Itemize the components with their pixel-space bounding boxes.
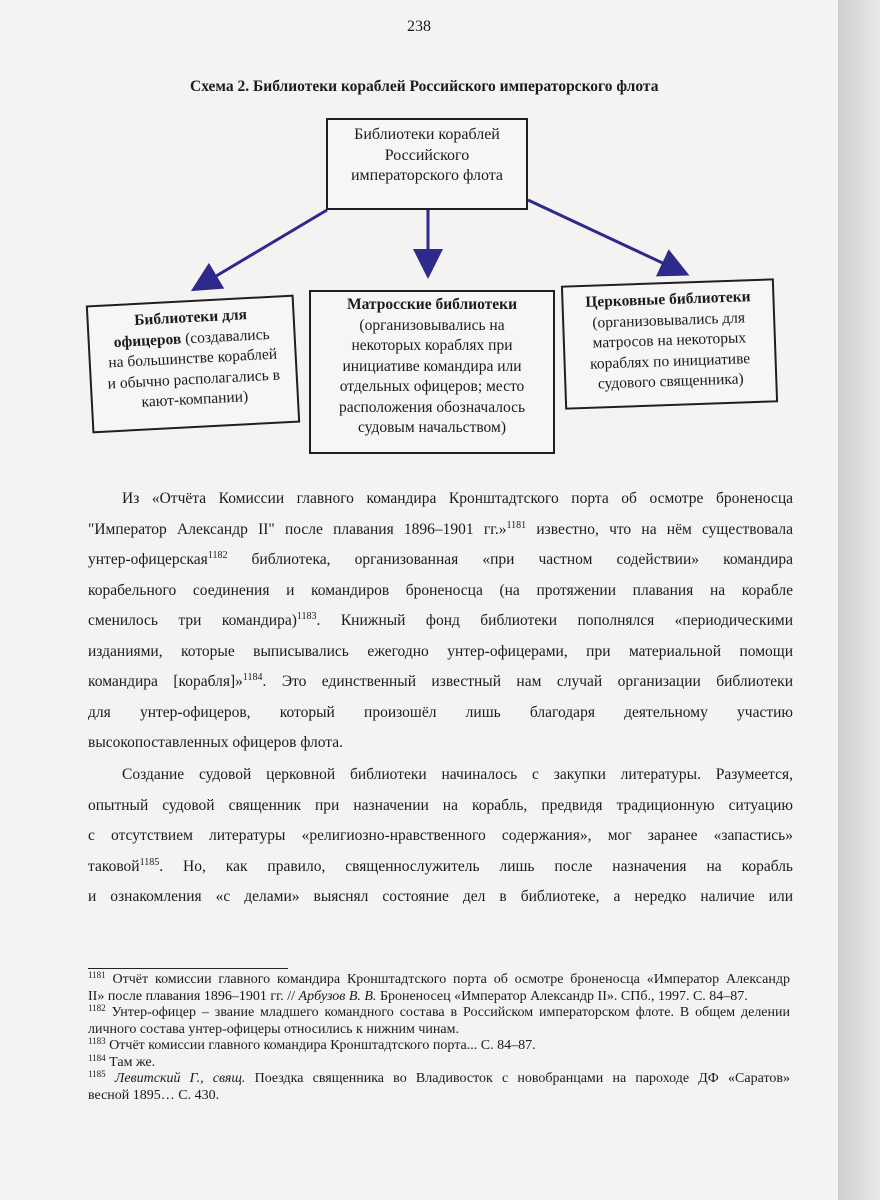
arrow-to-church bbox=[528, 200, 684, 273]
node-line: кают-компании) bbox=[141, 388, 249, 411]
footnote-ref[interactable]: 1182 bbox=[207, 550, 228, 561]
node-line: судовым начальством) bbox=[358, 419, 506, 436]
paragraph-church-library bbox=[88, 760, 793, 913]
node-sailors-libraries bbox=[309, 290, 555, 454]
node-line: и обычно располагались в bbox=[107, 365, 281, 392]
text-line: Создание судовой церковной библиотеки начиналось с закупки литературы. Разумеется, bbox=[122, 766, 793, 783]
node-line: расположения обозначалось bbox=[338, 398, 526, 416]
footnote-line: $^{1181}$ Отчёт комиссии главного командира Кронштадтского порта об осмотре броненосца «Император Александр bbox=[88, 970, 790, 987]
node-church-libraries bbox=[561, 278, 778, 409]
node-heading: Матросские библиотеки bbox=[346, 296, 518, 313]
node-heading: Церковные библиотеки bbox=[584, 288, 751, 311]
arrow-to-officers bbox=[196, 210, 327, 288]
footnote-ref[interactable]: 1183 bbox=[296, 611, 317, 622]
text-line: таковой$^{1185}$. Но, как правило, священнослужитель лишь после назначения на корабль bbox=[88, 856, 793, 875]
footnote-line: $^{1182}$ Унтер-офицер – звание младшего командного состава в Российском императорском флоте. В общем делении bbox=[88, 1003, 790, 1020]
text-line: "Император Александр II" после плавания 1896–1901 гг.»$^{1181}$ известно, что на нём существовала bbox=[88, 519, 793, 538]
node-line: (создавались bbox=[180, 325, 270, 348]
node-line: (организовывались для bbox=[592, 308, 746, 332]
node-line: (организовывались на bbox=[359, 316, 505, 334]
node-line: судового священника) bbox=[597, 370, 744, 393]
page-edge bbox=[838, 0, 880, 1200]
footnote-line: II» после плавания 1896–1901 гг. // Арбузов В. В. Броненосец «Император Александр II». СПб., 1997. С. 84–87. bbox=[88, 988, 748, 1004]
text-line: командира [корабля]»$^{1184}$. Это единственный известный нам случай организации библиотеки bbox=[88, 672, 793, 690]
node-line: Библиотеки кораблей bbox=[354, 126, 500, 143]
text-line: Из «Отчёта Комиссии главного командира Кронштадтского порта об осмотре броненосца bbox=[122, 490, 793, 507]
node-line: отдельных офицеров; место bbox=[339, 378, 525, 395]
footnote-ref[interactable]: 1184 bbox=[242, 672, 263, 683]
text-line: корабельного соединения и командиров броненосца (на протяжении плавания на корабле bbox=[88, 581, 793, 599]
footnote-line: весной 1895… С. 430. bbox=[88, 1087, 220, 1103]
text-line: изданиями, которые выписывались ежегодно унтер-офицерами, при материальной помощи bbox=[88, 642, 793, 660]
node-line: матросов на некоторых bbox=[592, 329, 747, 352]
node-line: Российского bbox=[384, 146, 470, 164]
footnote-line: $^{1184}$ Там же. bbox=[88, 1052, 156, 1070]
footnote-line: $^{1185}$ Левитский Г., свящ. Поездка священника во Владивосток с новобранцами на пароходе ДФ «Саратов» bbox=[88, 1069, 790, 1086]
node-line: императорского флота bbox=[350, 167, 504, 184]
text-line: опытный судовой священник при назначении на корабль, предвидя традиционную ситуацию bbox=[88, 796, 793, 814]
footnote-ref[interactable]: 1181 bbox=[506, 519, 527, 531]
node-line: инициативе командира или bbox=[342, 357, 522, 375]
node-heading: офицеров bbox=[113, 330, 182, 351]
node-line: некоторых кораблях при bbox=[351, 337, 513, 354]
page-number: 238 bbox=[407, 18, 431, 35]
text-line: и ознакомления «с делами» выяснял состояние дел в библиотеке, а нередко наличие или bbox=[88, 888, 793, 905]
footnote-divider bbox=[88, 968, 288, 969]
node-ship-libraries bbox=[326, 118, 528, 210]
scheme-title: Схема 2. Библиотеки кораблей Российского императорского флота bbox=[190, 78, 659, 95]
footnote-line: личного состава унтер-офицеры относились к нижним чинам. bbox=[88, 1021, 459, 1037]
text-line: высокопоставленных офицеров флота. bbox=[88, 734, 343, 751]
node-line: на большинстве кораблей bbox=[107, 345, 278, 372]
text-line: сменилось три командира)$^{1183}$. Книжный фонд библиотеки пополнялся «периодическими bbox=[88, 611, 793, 629]
node-officers-libraries bbox=[86, 295, 300, 434]
footnotes bbox=[88, 972, 790, 1104]
node-line: кораблях по инициативе bbox=[589, 349, 751, 373]
footnote-ref[interactable]: 1185 bbox=[139, 856, 160, 868]
footnote-line: $^{1183}$ Отчёт комиссии главного командира Кронштадтского порта... С. 84–87. bbox=[88, 1036, 536, 1053]
paragraph-report bbox=[88, 484, 793, 759]
text-line: унтер-офицерская$^{1182}$ библиотека, организованная «при частном содействии» командира bbox=[88, 550, 793, 568]
text-line: для унтер-офицеров, который произошёл лишь благодаря деятельному участию bbox=[88, 703, 793, 721]
text-line: с отсутствием литературы «религиозно-нравственного содержания», мог заранее «запастись» bbox=[88, 827, 793, 844]
node-heading: Библиотеки для bbox=[133, 306, 248, 330]
